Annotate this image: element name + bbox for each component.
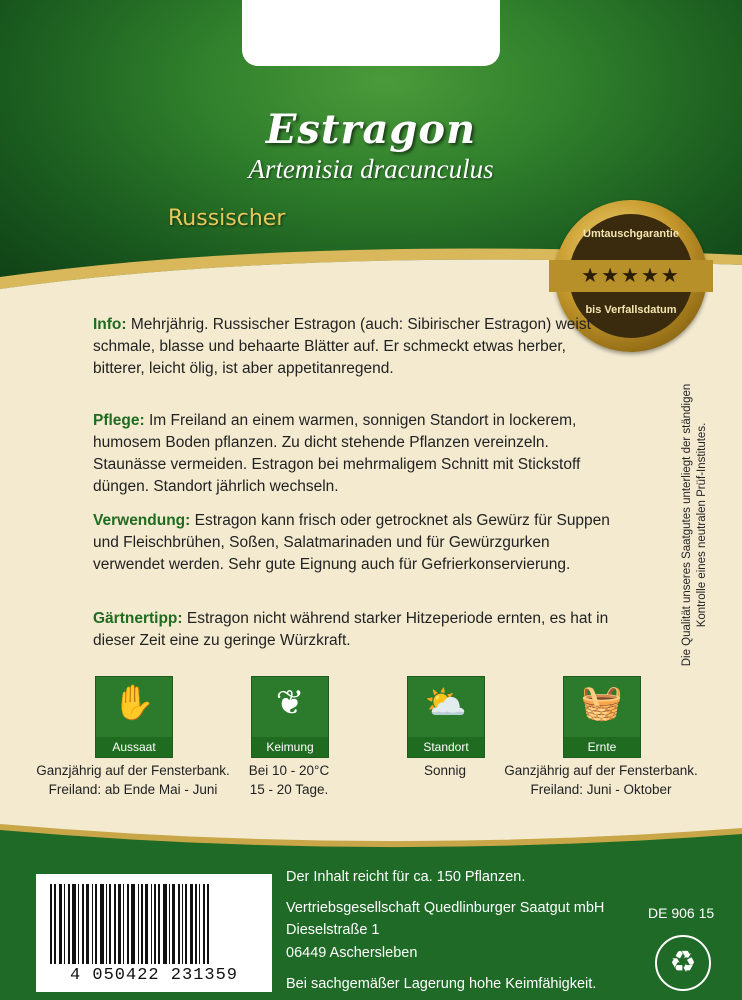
sowing-line2: Freiland: ab Ende Mai - Juni [48, 782, 218, 797]
sowing-line1: Ganzjährig auf der Fensterbank. [36, 763, 230, 778]
quality-note-line1: Die Qualität unseres Saatgutes unterliegt der ständigen [681, 383, 693, 667]
product-title: Estragon [265, 106, 477, 153]
barcode-bars [50, 884, 258, 964]
location-icon-box [407, 676, 485, 758]
latin-name: Artemisia dracunculus [248, 154, 494, 184]
harvest-caption: Ernte [564, 737, 640, 757]
variety-name: Russischer [168, 206, 286, 231]
organic-code: DE 906 15 [648, 905, 715, 921]
care-section [93, 410, 613, 498]
germination-line1: Bei 10 - 20°C [248, 763, 330, 778]
barcode-number: 4 050422 231359 [69, 966, 239, 985]
quality-note-line2: Kontrolle eines neutralen Prüf-Institutes. [696, 422, 708, 628]
hang-hole [242, 0, 500, 66]
location-caption: Standort [408, 737, 484, 757]
company-street: Dieselstraße 1 [286, 922, 380, 938]
company-city: 06449 Aschersleben [286, 945, 418, 961]
germination-icon-box [251, 676, 329, 758]
info-label: Info: [93, 316, 127, 333]
info-text: Mehrjährig. Russischer Estragon (auch: Sibirischer Estragon) weist schmale, blasse und behaarte Blätter auf. Er schmeckt etwas herber, bitterer, leicht ölig, ist aber appetitanregend. [93, 316, 591, 377]
harvest-details [501, 761, 701, 799]
barcode [36, 874, 272, 992]
sun-cloud-icon: ⛅ [424, 684, 468, 722]
sowing-caption: Aussaat [96, 737, 172, 757]
germination-caption: Keimung [252, 737, 328, 757]
content-amount: Der Inhalt reicht für ca. 150 Pflanzen. [286, 869, 526, 885]
care-text: Im Freiland an einem warmen, sonnigen Standort in lockerem, humosem Boden pflanzen. Zu dicht stehende Pflanzen vereinzeln. Staunässe vermeiden. Estragon bei mehrmaligem Schnitt mit Stickstoff düngen. Standort jährlich wechseln. [93, 412, 581, 495]
tip-label: Gärtnertipp: [93, 610, 183, 627]
green-dot-recycle-icon: ♻ [655, 935, 711, 991]
quality-note [680, 335, 710, 715]
location-line1: Sonnig [423, 763, 467, 778]
info-section [93, 314, 613, 380]
harvest-line1: Ganzjährig auf der Fensterbank. [504, 763, 698, 778]
hand-sowing-icon: ✋ [112, 684, 156, 722]
tip-section [93, 608, 613, 652]
badge-top-text: Umtauschgarantie [583, 228, 679, 240]
storage-note: Bei sachgemäßer Lagerung hohe Keimfähigkeit. [286, 976, 597, 992]
star-rating: ★★★★★ [581, 265, 681, 287]
germination-line2: 15 - 20 Tage. [249, 782, 329, 797]
harvest-icon-box [563, 676, 641, 758]
usage-label: Verwendung: [93, 512, 191, 529]
usage-text: Estragon kann frisch oder getrocknet als Gewürz für Suppen und Fleischbrühen, Soßen, Salatmarinaden und für Gewürzgurken verwendet werden. Sehr gute Eignung auch für Gefrierkonservierung. [93, 512, 610, 573]
badge-bottom-text: bis Verfallsdatum [585, 304, 677, 316]
tip-text: Estragon nicht während starker Hitzeperiode ernten, es hat in dieser Zeit eine zu geringe Würzkraft. [93, 610, 609, 649]
sowing-icon-box [95, 676, 173, 758]
seedling-icon: ❦ [275, 684, 305, 722]
care-label: Pflege: [93, 412, 145, 429]
usage-section [93, 510, 613, 576]
basket-icon: 🧺 [580, 684, 624, 722]
harvest-line2: Freiland: Juni - Oktober [530, 782, 672, 797]
company-name: Vertriebsgesellschaft Quedlinburger Saatgut mbH [286, 900, 605, 916]
